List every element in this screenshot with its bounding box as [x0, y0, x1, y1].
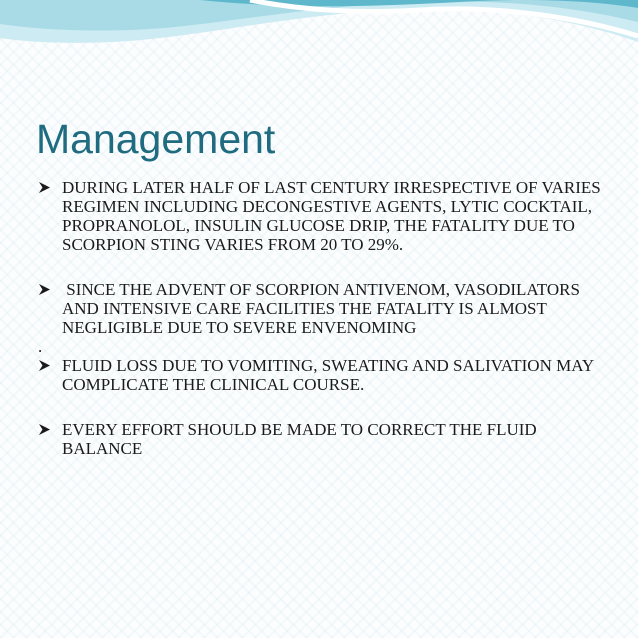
bullet-text: EVERY EFFORT SHOULD BE MADE TO CORRECT THE FLUID BALANCE: [62, 420, 537, 458]
bullet-list: [38, 178, 604, 458]
arrow-bullet-icon: [38, 359, 51, 372]
arrow-bullet-icon: [38, 423, 51, 436]
bullet-text: DURING LATER HALF OF LAST CENTURY IRRESPECTIVE OF VARIES REGIMEN INCLUDING DECONGESTIVE AGENTS, LYTIC COCKTAIL, PROPRANOLOL, INSULIN GLUCOSE DRIP, THE FATALITY DUE TO SCORPION STING VARIES FROM 20 TO 29%.: [62, 178, 601, 254]
bullet-text: SINCE THE ADVENT OF SCORPION ANTIVENOM, VASODILATORS AND INTENSIVE CARE FACILITIES THE FATALITY IS ALMOST NEGLIGIBLE DUE TO SEVERE ENVENOMING: [62, 280, 584, 337]
bullet-item: [38, 178, 604, 254]
bullet-item: [38, 420, 604, 458]
bullet-text: FLUID LOSS DUE TO VOMITING, SWEATING AND SALIVATION MAY COMPLICATE THE CLINICAL COURSE.: [62, 356, 594, 394]
wave-header-decoration: [0, 0, 638, 90]
arrow-bullet-icon: [38, 181, 51, 194]
arrow-bullet-icon: [38, 283, 51, 296]
slide-title: Management: [36, 116, 276, 162]
bullet-item: [38, 280, 604, 337]
bullet-item: [38, 356, 604, 394]
separator-dot: .: [38, 337, 43, 356]
